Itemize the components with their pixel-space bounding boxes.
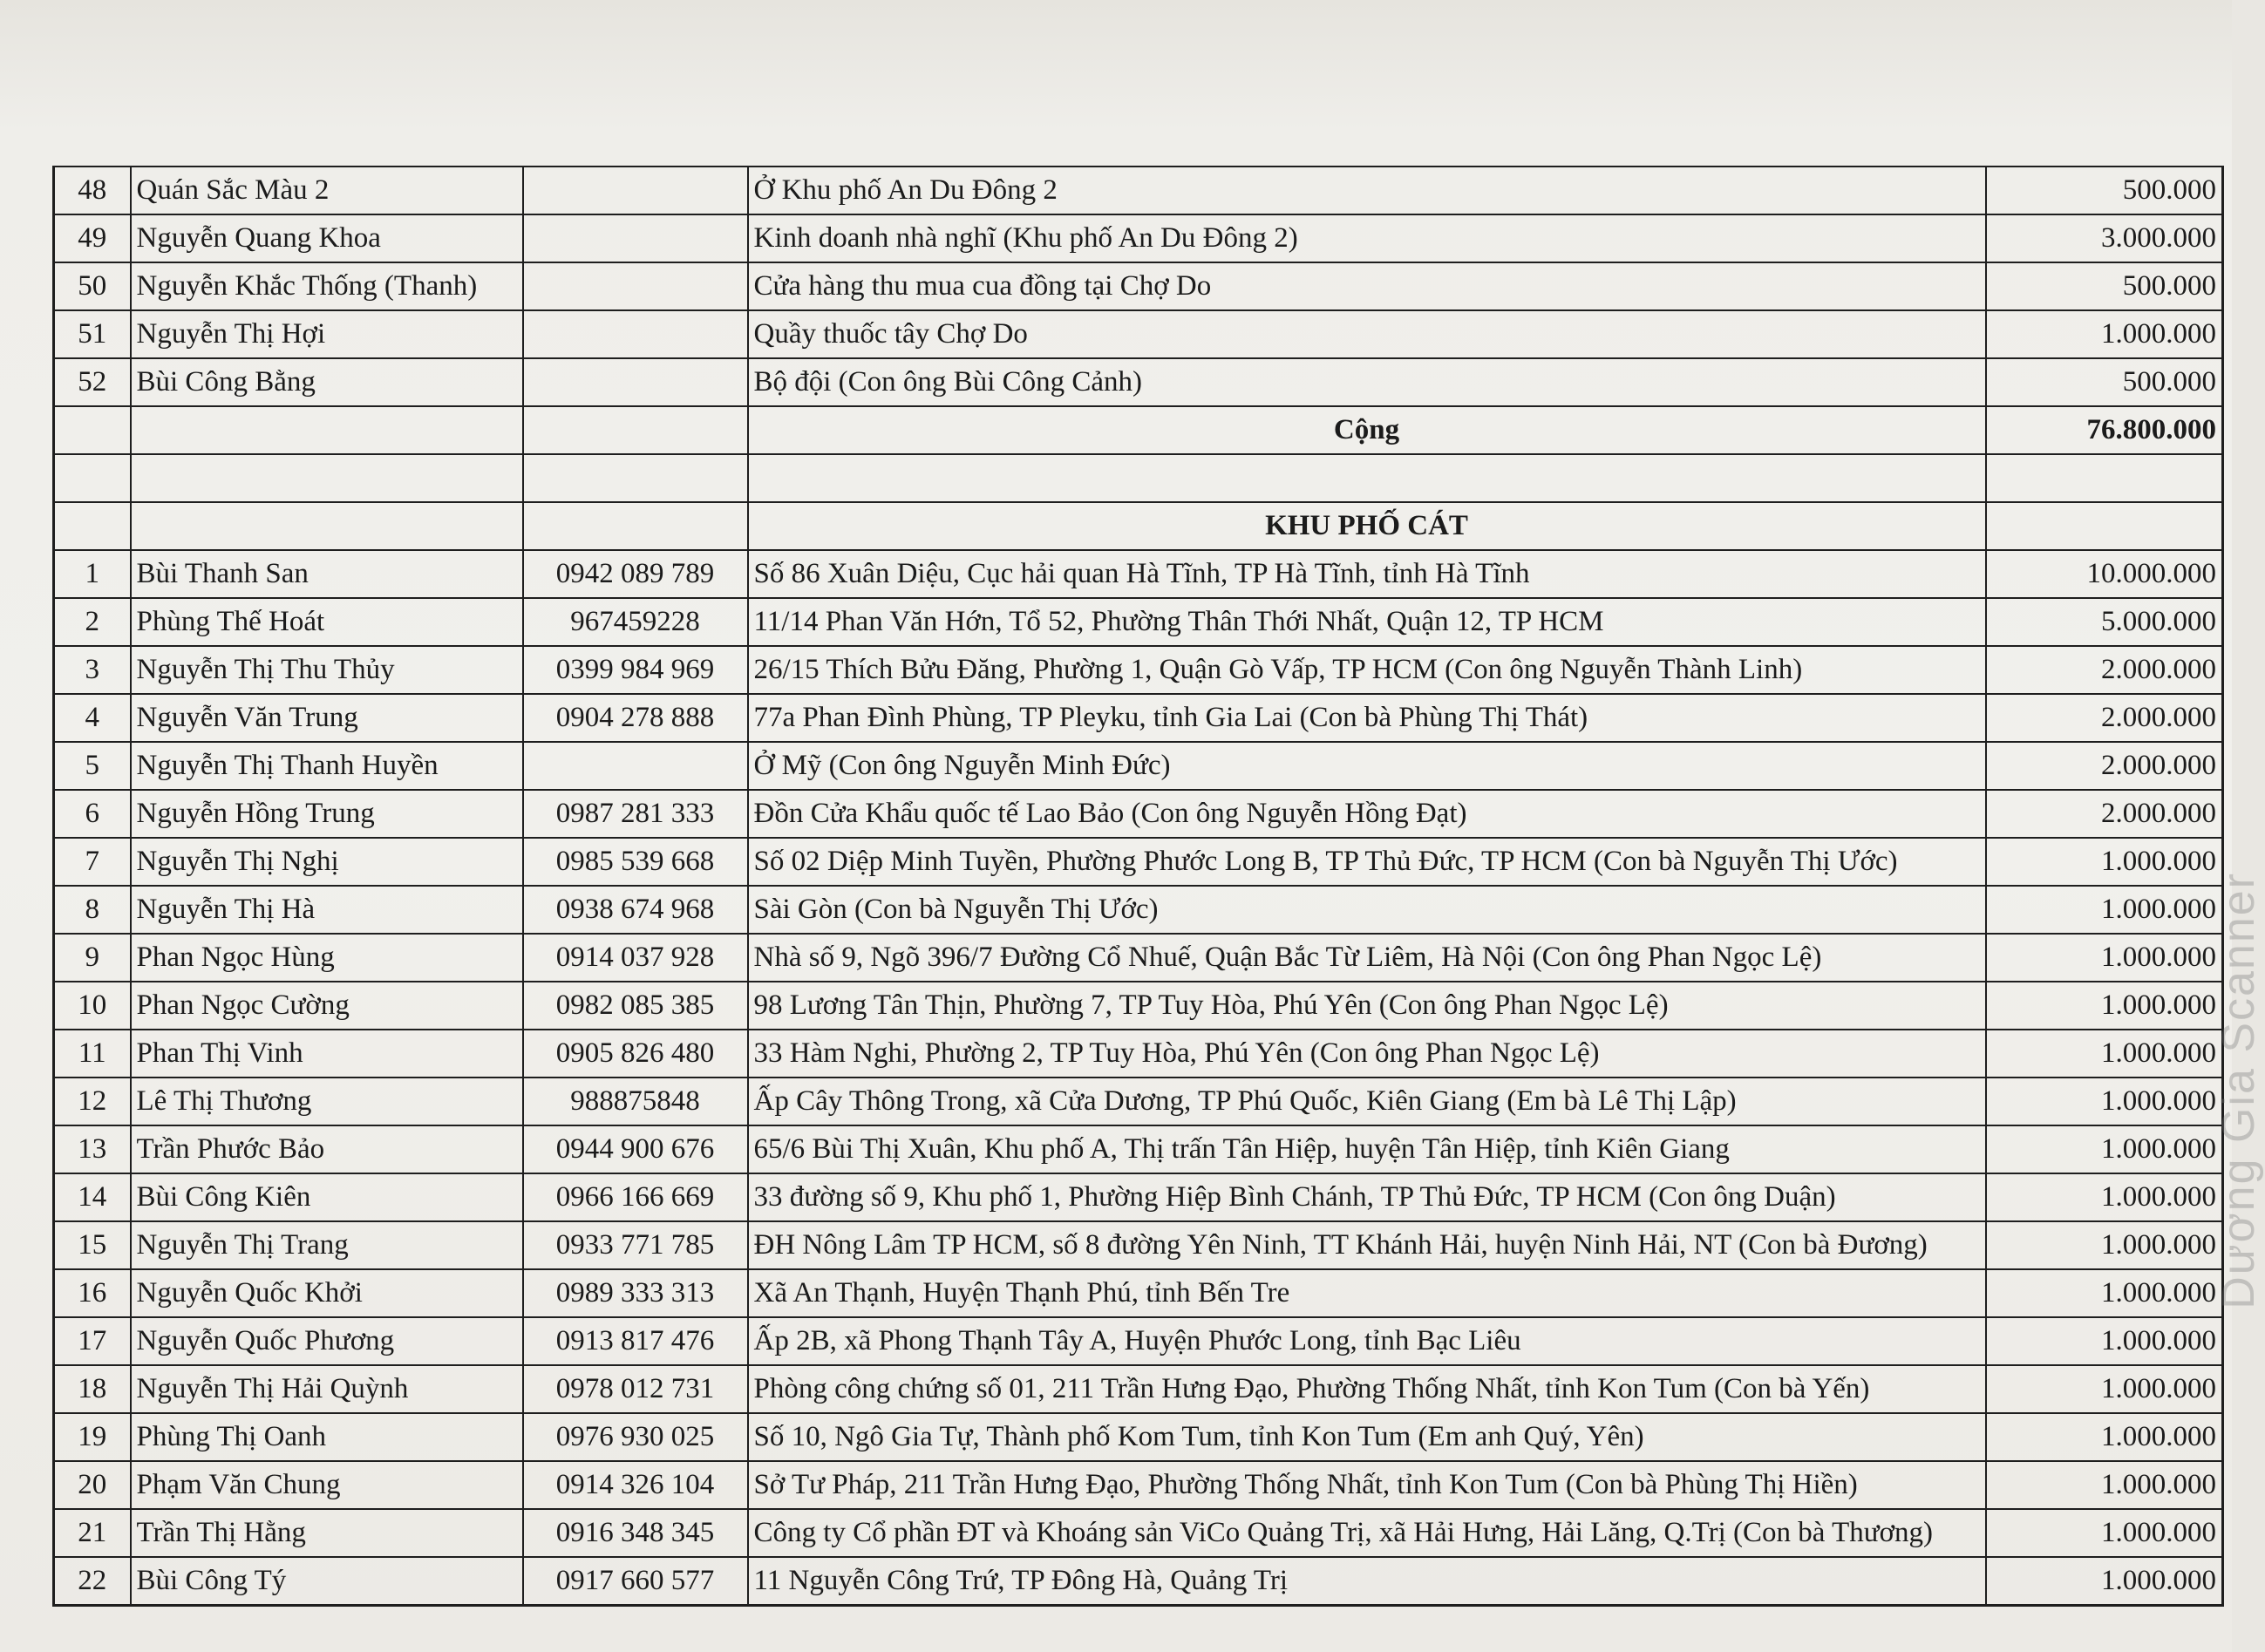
donor-address: Số 02 Diệp Minh Tuyền, Phường Phước Long B, TP Thủ Đức, TP HCM (Con bà Nguyễn Thị Ước) xyxy=(748,838,1986,886)
donation-amount: 500.000 xyxy=(1986,167,2223,214)
empty-cell xyxy=(54,502,131,550)
donor-address: 33 Hàm Nghi, Phường 2, TP Tuy Hòa, Phú Yên (Con ông Phan Ngọc Lệ) xyxy=(748,1030,1986,1078)
table-row xyxy=(54,550,2223,598)
row-number: 6 xyxy=(54,790,131,838)
section-header-row xyxy=(54,502,2223,550)
table-row xyxy=(54,1125,2223,1173)
donor-address: Ấp Cây Thông Trong, xã Cửa Dương, TP Phú Quốc, Kiên Giang (Em bà Lê Thị Lập) xyxy=(748,1078,1986,1125)
row-number: 50 xyxy=(54,262,131,310)
donor-address: 11 Nguyễn Công Trứ, TP Đông Hà, Quảng Trị xyxy=(748,1557,1986,1606)
donation-amount: 10.000.000 xyxy=(1986,550,2223,598)
donor-phone: 0913 817 476 xyxy=(523,1317,748,1365)
donation-amount: 1.000.000 xyxy=(1986,934,2223,982)
donor-address: Quầy thuốc tây Chợ Do xyxy=(748,310,1986,358)
donor-address: Sở Tư Pháp, 211 Trần Hưng Đạo, Phường Thống Nhất, tỉnh Kon Tum (Con bà Phùng Thị Hiền) xyxy=(748,1461,1986,1509)
row-number: 5 xyxy=(54,742,131,790)
donor-phone: 0917 660 577 xyxy=(523,1557,748,1606)
donor-address: 33 đường số 9, Khu phố 1, Phường Hiệp Bình Chánh, TP Thủ Đức, TP HCM (Con ông Duận) xyxy=(748,1173,1986,1221)
donation-amount: 2.000.000 xyxy=(1986,694,2223,742)
donor-name: Nguyễn Thị Trang xyxy=(131,1221,523,1269)
row-number: 7 xyxy=(54,838,131,886)
donor-name: Phùng Thị Oanh xyxy=(131,1413,523,1461)
donor-name: Nguyễn Thị Hải Quỳnh xyxy=(131,1365,523,1413)
donor-name: Phan Thị Vinh xyxy=(131,1030,523,1078)
empty-cell xyxy=(1986,454,2223,502)
donor-phone: 0989 333 313 xyxy=(523,1269,748,1317)
donor-name: Nguyễn Hồng Trung xyxy=(131,790,523,838)
empty-cell xyxy=(523,454,748,502)
donor-name: Trần Phước Bảo xyxy=(131,1125,523,1173)
table-row xyxy=(54,358,2223,406)
donor-phone xyxy=(523,358,748,406)
donor-address: Ấp 2B, xã Phong Thạnh Tây A, Huyện Phước Long, tỉnh Bạc Liêu xyxy=(748,1317,1986,1365)
donor-name: Bùi Công Kiên xyxy=(131,1173,523,1221)
table-row xyxy=(54,1461,2223,1509)
donor-address: Số 10, Ngô Gia Tự, Thành phố Kom Tum, tỉnh Kon Tum (Em anh Quý, Yên) xyxy=(748,1413,1986,1461)
donor-address: 65/6 Bùi Thị Xuân, Khu phố A, Thị trấn Tân Hiệp, huyện Tân Hiệp, tỉnh Kiên Giang xyxy=(748,1125,1986,1173)
table-row xyxy=(54,214,2223,262)
donor-phone: 0985 539 668 xyxy=(523,838,748,886)
row-number: 20 xyxy=(54,1461,131,1509)
donor-phone: 0399 984 969 xyxy=(523,646,748,694)
table-row xyxy=(54,646,2223,694)
donor-name: Nguyễn Quốc Phương xyxy=(131,1317,523,1365)
donor-name: Nguyễn Văn Trung xyxy=(131,694,523,742)
table-row xyxy=(54,598,2223,646)
donor-address: Xã An Thạnh, Huyện Thạnh Phú, tỉnh Bến Tre xyxy=(748,1269,1986,1317)
donor-address: Ở Mỹ (Con ông Nguyễn Minh Đức) xyxy=(748,742,1986,790)
donation-amount: 1.000.000 xyxy=(1986,310,2223,358)
donor-name: Nguyễn Thị Thanh Huyền xyxy=(131,742,523,790)
donation-amount: 1.000.000 xyxy=(1986,1413,2223,1461)
table-row xyxy=(54,1413,2223,1461)
donation-amount: 1.000.000 xyxy=(1986,1078,2223,1125)
row-number: 22 xyxy=(54,1557,131,1606)
donation-amount: 3.000.000 xyxy=(1986,214,2223,262)
donation-amount: 1.000.000 xyxy=(1986,1461,2223,1509)
row-number: 52 xyxy=(54,358,131,406)
donation-amount: 1.000.000 xyxy=(1986,886,2223,934)
table-row xyxy=(54,1269,2223,1317)
donor-address: 11/14 Phan Văn Hớn, Tổ 52, Phường Thân Thới Nhất, Quận 12, TP HCM xyxy=(748,598,1986,646)
table-body xyxy=(54,167,2223,1606)
donation-amount: 2.000.000 xyxy=(1986,742,2223,790)
donor-phone: 0966 166 669 xyxy=(523,1173,748,1221)
donation-amount: 1.000.000 xyxy=(1986,982,2223,1030)
empty-cell xyxy=(748,454,1986,502)
donation-amount: 1.000.000 xyxy=(1986,1509,2223,1557)
table-row xyxy=(54,310,2223,358)
donor-phone: 988875848 xyxy=(523,1078,748,1125)
empty-cell xyxy=(131,406,523,454)
donor-name: Phan Ngọc Hùng xyxy=(131,934,523,982)
donor-address: 98 Lương Tân Thịn, Phường 7, TP Tuy Hòa, Phú Yên (Con ông Phan Ngọc Lệ) xyxy=(748,982,1986,1030)
table-row xyxy=(54,262,2223,310)
row-number: 16 xyxy=(54,1269,131,1317)
donor-phone: 0987 281 333 xyxy=(523,790,748,838)
donor-phone: 0904 278 888 xyxy=(523,694,748,742)
donor-phone: 967459228 xyxy=(523,598,748,646)
empty-cell xyxy=(131,502,523,550)
donation-amount: 1.000.000 xyxy=(1986,1221,2223,1269)
row-number: 13 xyxy=(54,1125,131,1173)
donation-amount: 1.000.000 xyxy=(1986,1173,2223,1221)
row-number: 11 xyxy=(54,1030,131,1078)
total-row xyxy=(54,406,2223,454)
donor-phone xyxy=(523,167,748,214)
row-number: 14 xyxy=(54,1173,131,1221)
table-row xyxy=(54,1173,2223,1221)
donor-name: Phùng Thế Hoát xyxy=(131,598,523,646)
row-number: 2 xyxy=(54,598,131,646)
empty-cell xyxy=(54,454,131,502)
donor-address: Cửa hàng thu mua cua đồng tại Chợ Do xyxy=(748,262,1986,310)
row-number: 3 xyxy=(54,646,131,694)
row-number: 12 xyxy=(54,1078,131,1125)
donor-phone: 0978 012 731 xyxy=(523,1365,748,1413)
blank-row xyxy=(54,454,2223,502)
table-row xyxy=(54,886,2223,934)
donor-address: 77a Phan Đình Phùng, TP Pleyku, tỉnh Gia Lai (Con bà Phùng Thị Thát) xyxy=(748,694,1986,742)
table-row xyxy=(54,1317,2223,1365)
donor-phone: 0914 037 928 xyxy=(523,934,748,982)
donation-table-wrapper xyxy=(52,166,2221,1607)
donation-amount: 1.000.000 xyxy=(1986,1317,2223,1365)
donor-phone: 0916 348 345 xyxy=(523,1509,748,1557)
donor-phone: 0982 085 385 xyxy=(523,982,748,1030)
donation-amount: 1.000.000 xyxy=(1986,1030,2223,1078)
row-number: 9 xyxy=(54,934,131,982)
donor-name: Phan Ngọc Cường xyxy=(131,982,523,1030)
donation-amount: 1.000.000 xyxy=(1986,1269,2223,1317)
donor-address: Sài Gòn (Con bà Nguyễn Thị Ước) xyxy=(748,886,1986,934)
row-number: 48 xyxy=(54,167,131,214)
donation-amount: 500.000 xyxy=(1986,358,2223,406)
donor-name: Nguyễn Thị Nghị xyxy=(131,838,523,886)
row-number: 21 xyxy=(54,1509,131,1557)
row-number: 1 xyxy=(54,550,131,598)
section-title: KHU PHỐ CÁT xyxy=(748,502,1986,550)
donation-amount: 1.000.000 xyxy=(1986,838,2223,886)
donor-address: Kinh doanh nhà nghĩ (Khu phố An Du Đông 2) xyxy=(748,214,1986,262)
row-number: 51 xyxy=(54,310,131,358)
donor-name: Nguyễn Thị Hà xyxy=(131,886,523,934)
row-number: 15 xyxy=(54,1221,131,1269)
donation-amount: 2.000.000 xyxy=(1986,646,2223,694)
donor-name: Bùi Công Tý xyxy=(131,1557,523,1606)
donor-phone: 0942 089 789 xyxy=(523,550,748,598)
donor-phone xyxy=(523,214,748,262)
donor-name: Nguyễn Thị Hợi xyxy=(131,310,523,358)
empty-cell xyxy=(523,502,748,550)
scanner-watermark: Dương Gia Scanner xyxy=(2214,872,2264,1309)
donor-name: Phạm Văn Chung xyxy=(131,1461,523,1509)
donation-amount: 5.000.000 xyxy=(1986,598,2223,646)
donor-name: Nguyễn Thị Thu Thủy xyxy=(131,646,523,694)
donor-address: 26/15 Thích Bửu Đăng, Phường 1, Quận Gò Vấp, TP HCM (Con ông Nguyễn Thành Linh) xyxy=(748,646,1986,694)
donor-name: Nguyễn Quang Khoa xyxy=(131,214,523,262)
donor-name: Nguyễn Quốc Khởi xyxy=(131,1269,523,1317)
donor-name: Nguyễn Khắc Thống (Thanh) xyxy=(131,262,523,310)
donor-name: Quán Sắc Màu 2 xyxy=(131,167,523,214)
table-row xyxy=(54,167,2223,214)
empty-cell xyxy=(54,406,131,454)
row-number: 19 xyxy=(54,1413,131,1461)
donor-phone: 0976 930 025 xyxy=(523,1413,748,1461)
donation-amount: 2.000.000 xyxy=(1986,790,2223,838)
total-amount: 76.800.000 xyxy=(1986,406,2223,454)
donor-phone: 0914 326 104 xyxy=(523,1461,748,1509)
row-number: 4 xyxy=(54,694,131,742)
row-number: 17 xyxy=(54,1317,131,1365)
row-number: 18 xyxy=(54,1365,131,1413)
donor-address: ĐH Nông Lâm TP HCM, số 8 đường Yên Ninh, TT Khánh Hải, huyện Ninh Hải, NT (Con bà Đương) xyxy=(748,1221,1986,1269)
table-row xyxy=(54,742,2223,790)
donor-phone xyxy=(523,310,748,358)
donor-name: Lê Thị Thương xyxy=(131,1078,523,1125)
table-row xyxy=(54,1078,2223,1125)
donor-address: Công ty Cổ phần ĐT và Khoáng sản ViCo Quảng Trị, xã Hải Hưng, Hải Lăng, Q.Trị (Con bà Thương) xyxy=(748,1509,1986,1557)
donor-address: Ở Khu phố An Du Đông 2 xyxy=(748,167,1986,214)
donor-phone: 0944 900 676 xyxy=(523,1125,748,1173)
table-row xyxy=(54,1365,2223,1413)
table-row xyxy=(54,694,2223,742)
table-row xyxy=(54,1557,2223,1606)
table-row xyxy=(54,934,2223,982)
total-label: Cộng xyxy=(748,406,1986,454)
donor-address: Bộ đội (Con ông Bùi Công Cảnh) xyxy=(748,358,1986,406)
donor-phone: 0905 826 480 xyxy=(523,1030,748,1078)
table-row xyxy=(54,1221,2223,1269)
donation-amount: 1.000.000 xyxy=(1986,1125,2223,1173)
table-row xyxy=(54,1030,2223,1078)
donor-name: Trần Thị Hằng xyxy=(131,1509,523,1557)
row-number: 10 xyxy=(54,982,131,1030)
empty-cell xyxy=(1986,502,2223,550)
empty-cell xyxy=(131,454,523,502)
table-row xyxy=(54,1509,2223,1557)
donor-address: Phòng công chứng số 01, 211 Trần Hưng Đạo, Phường Thống Nhất, tỉnh Kon Tum (Con bà Yến) xyxy=(748,1365,1986,1413)
donor-address: Nhà số 9, Ngõ 396/7 Đường Cổ Nhuế, Quận Bắc Từ Liêm, Hà Nội (Con ông Phan Ngọc Lệ) xyxy=(748,934,1986,982)
donor-phone xyxy=(523,742,748,790)
donation-amount: 1.000.000 xyxy=(1986,1557,2223,1606)
donor-name: Bùi Thanh San xyxy=(131,550,523,598)
donor-name: Bùi Công Bằng xyxy=(131,358,523,406)
donor-address: Số 86 Xuân Diệu, Cục hải quan Hà Tĩnh, TP Hà Tĩnh, tỉnh Hà Tĩnh xyxy=(748,550,1986,598)
donation-amount: 500.000 xyxy=(1986,262,2223,310)
donor-phone: 0933 771 785 xyxy=(523,1221,748,1269)
donation-table xyxy=(52,166,2224,1607)
row-number: 49 xyxy=(54,214,131,262)
table-row xyxy=(54,982,2223,1030)
donation-amount: 1.000.000 xyxy=(1986,1365,2223,1413)
table-row xyxy=(54,838,2223,886)
donor-phone: 0938 674 968 xyxy=(523,886,748,934)
donor-address: Đồn Cửa Khẩu quốc tế Lao Bảo (Con ông Nguyễn Hồng Đạt) xyxy=(748,790,1986,838)
row-number: 8 xyxy=(54,886,131,934)
donor-phone xyxy=(523,262,748,310)
table-row xyxy=(54,790,2223,838)
empty-cell xyxy=(523,406,748,454)
